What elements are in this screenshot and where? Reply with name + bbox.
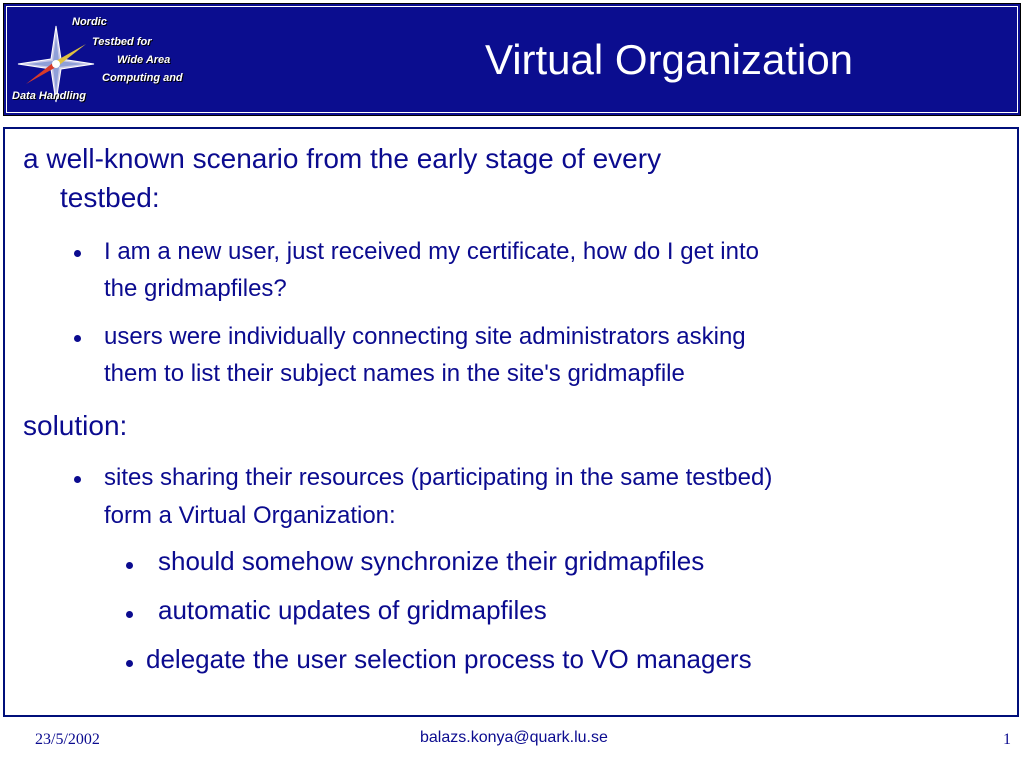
- footer-page-number: 1: [1003, 731, 1011, 748]
- item-8-line-1: delegate the user selection process to VO managers: [146, 644, 752, 674]
- logo: [12, 14, 202, 108]
- bullet-icon: [74, 335, 81, 342]
- item-2-line-2: the gridmapfiles?: [104, 275, 287, 302]
- item-3-line-2: them to list their subject names in the site's gridmapfile: [104, 360, 685, 387]
- item-5-line-1: sites sharing their resources (participating in the same testbed): [104, 464, 773, 491]
- slide-header: [3, 3, 1021, 116]
- logo-line-3: Wide Area: [117, 54, 171, 66]
- item-6-line-1: should somehow synchronize their gridmapfiles: [158, 546, 705, 576]
- logo-line-1: Nordic: [72, 16, 107, 28]
- item-7-line-1: automatic updates of gridmapfiles: [158, 595, 547, 625]
- item-1-line-2: testbed:: [60, 182, 160, 213]
- content-frame: [3, 127, 1019, 717]
- bullet-icon: [74, 250, 81, 257]
- item-4-line-1: solution:: [23, 410, 128, 441]
- bullet-icon: [126, 562, 133, 569]
- item-1-line-1: a well-known scenario from the early stage of every: [23, 143, 662, 174]
- item-3-line-1: users were individually connecting site administrators asking: [104, 323, 746, 350]
- bullet-icon: [126, 660, 133, 667]
- footer-date: 23/5/2002: [35, 731, 100, 748]
- logo-line-2: Testbed for: [92, 36, 152, 48]
- bullet-icon: [74, 476, 81, 483]
- bullet-icon: [126, 611, 133, 618]
- item-5-line-2: form a Virtual Organization:: [104, 502, 396, 529]
- logo-line-5: Data Handling: [12, 90, 86, 102]
- footer-email: balazs.konya@quark.lu.se: [420, 729, 608, 746]
- logo-line-4: Computing and: [102, 72, 183, 84]
- slide-title: Virtual Organization: [484, 36, 854, 83]
- item-2-line-1: I am a new user, just received my certificate, how do I get into: [104, 238, 759, 265]
